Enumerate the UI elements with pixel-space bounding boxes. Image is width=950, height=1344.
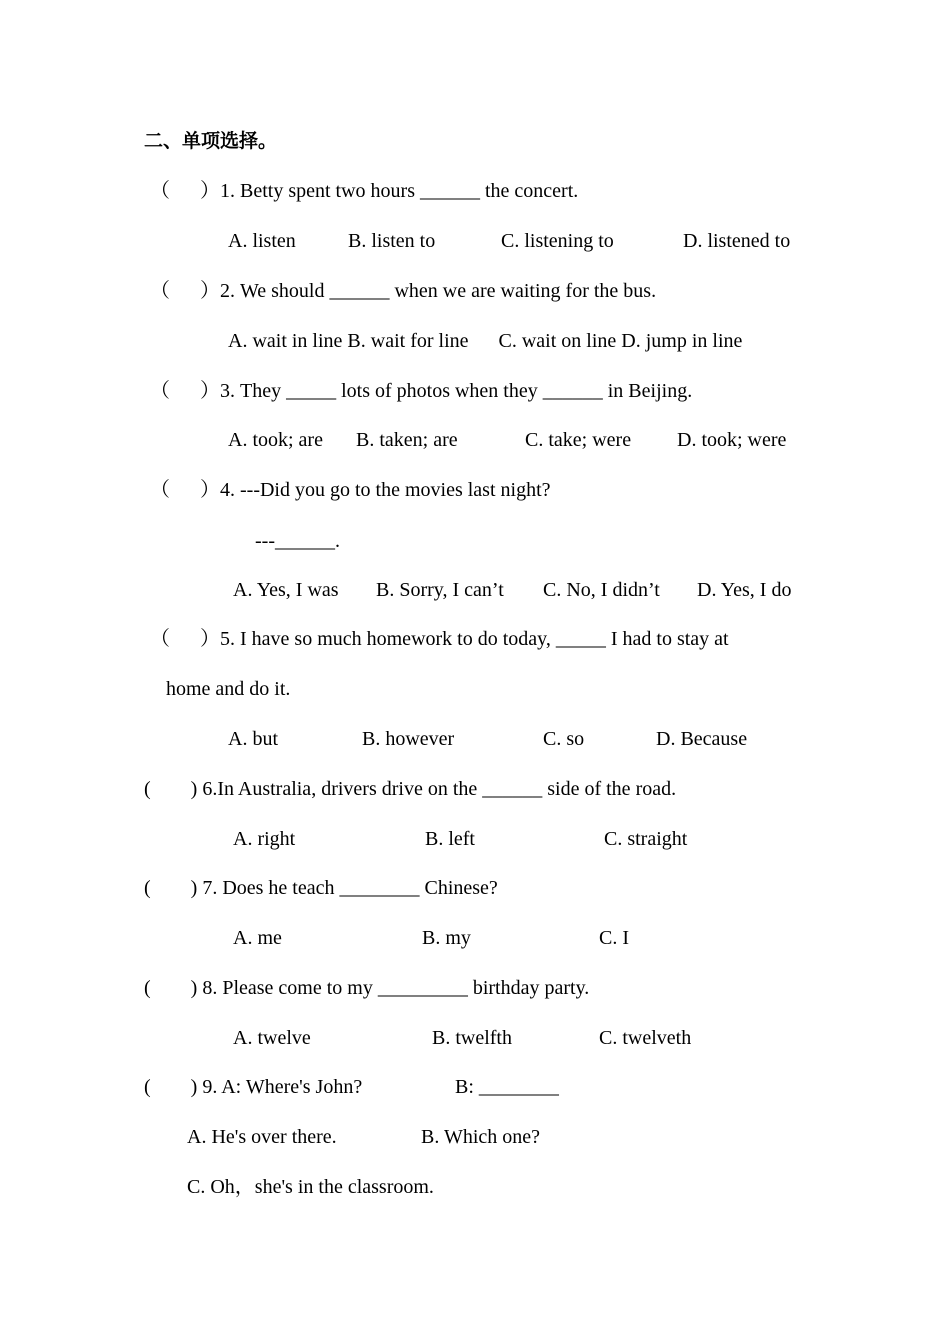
question-8-option-c: C. twelveth (599, 1027, 692, 1049)
question-6-stem: ( ) 6.In Australia, drivers drive on the ______ side of the road. (144, 778, 677, 800)
question-5-option-b: B. however (362, 728, 455, 750)
question-3-option-b: B. taken; are (356, 429, 458, 451)
question-3-option-c: C. take; were (525, 429, 632, 451)
question-9-stem: ( ) 9. A: Where's John? (144, 1076, 363, 1098)
question-9-option-c: C. Oh，she's in the classroom. (187, 1176, 434, 1198)
question-3-option-d: D. took; were (677, 429, 787, 451)
question-8-option-b: B. twelfth (432, 1027, 512, 1049)
question-4-option-b: B. Sorry, I can’t (376, 579, 504, 601)
question-9-option-b: B. Which one? (421, 1126, 541, 1148)
question-1-option-c: C. listening to (501, 230, 614, 252)
question-8-stem: ( ) 8. Please come to my _________ birthday party. (144, 977, 590, 999)
question-7-stem: ( ) 7. Does he teach ________ Chinese? (144, 877, 498, 899)
question-1-stem: （ ）1. Betty spent two hours ______ the concert. (150, 180, 579, 202)
question-9-speaker-b: B: ________ (455, 1076, 559, 1098)
question-5-option-c: C. so (543, 728, 585, 750)
question-4-option-c: C. No, I didn’t (543, 579, 660, 601)
question-7-option-a: A. me (233, 927, 282, 949)
question-8-option-a: A. twelve (233, 1027, 311, 1049)
question-6-option-a: A. right (233, 828, 296, 850)
question-6-option-c: C. straight (604, 828, 688, 850)
question-3-stem: （ ）3. They _____ lots of photos when they ______ in Beijing. (150, 380, 693, 402)
question-4-option-a: A. Yes, I was (233, 579, 339, 601)
question-5-option-d: D. Because (656, 728, 748, 750)
section-title: 二、单项选择。 (144, 130, 278, 152)
question-1-option-b: B. listen to (348, 230, 436, 252)
question-1-option-d: D. listened to (683, 230, 791, 252)
question-4-stem: （ ）4. ---Did you go to the movies last night? (150, 479, 551, 501)
question-3-option-a: A. took; are (228, 429, 323, 451)
question-5-option-a: A. but (228, 728, 278, 750)
question-4-answer-line: ---______. (255, 530, 340, 552)
question-6-option-b: B. left (425, 828, 475, 850)
question-9-option-a: A. He's over there. (187, 1126, 337, 1148)
question-2-options: A. wait in line B. wait for line C. wait on line D. jump in line (228, 330, 743, 352)
question-2-stem: （ ）2. We should ______ when we are waiting for the bus. (150, 280, 657, 302)
question-4-option-d: D. Yes, I do (697, 579, 792, 601)
question-5-stem-continued: home and do it. (166, 678, 291, 700)
question-1-option-a: A. listen (228, 230, 296, 252)
question-5-stem: （ ）5. I have so much homework to do today, _____ I had to stay at (150, 628, 729, 650)
question-7-option-b: B. my (422, 927, 471, 949)
question-7-option-c: C. I (599, 927, 629, 949)
